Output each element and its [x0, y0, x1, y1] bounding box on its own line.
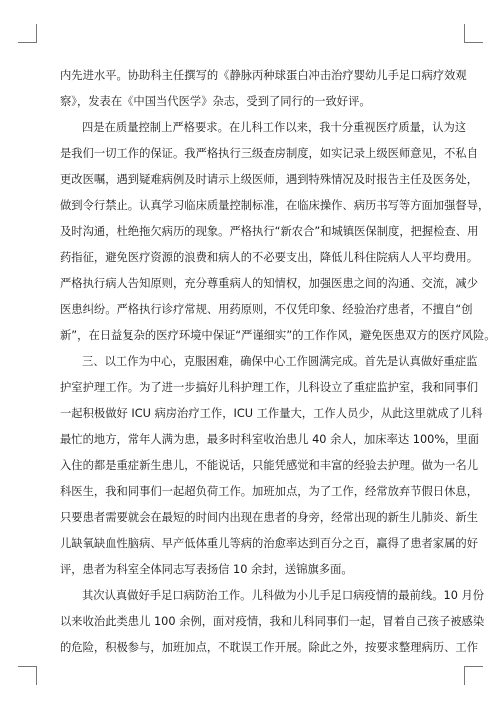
text-line: 四是在质量控制上严格要求。在儿科工作以来，我十分重视医疗质量，认为这 — [82, 121, 467, 134]
text-line: 是我们一切工作的保证。我严格执行三级查房制度，如实记录上级医师意见，不私自 — [60, 147, 478, 160]
text-line: 新”，在日益复杂的医疗环境中保证“严谨细实”的工作作风，避免医患双方的医疗风险。 — [60, 329, 496, 342]
crop-mark-top-left — [18, 24, 37, 43]
crop-mark-bottom-left — [18, 666, 37, 685]
text-line: 以来收治此类患儿 100 余例，面对疫情，我和儿科同事们一起，冒着自己孩子被感染 — [60, 615, 485, 628]
text-line: 察》，发表在《中国当代医学》杂志，受到了同行的一致好评。 — [60, 95, 371, 108]
text-line: 三、以工作为中心，克服困难，确保中心工作圆满完成。首先是认真做好重症监 — [82, 355, 478, 368]
text-line: 只要患者需要就会在最短的时间内出现在患者的身旁，经常出现的新生儿肺炎、新生 — [60, 511, 478, 524]
paragraph-1 — [60, 63, 467, 115]
text-line: 儿缺氧缺血性脑病、早产低体重儿等病的治愈率达到百分之百，赢得了患者家属的好 — [60, 537, 478, 550]
text-line: 一起积极做好 ICU 病房治疗工作，ICU 工作量大，工作人员少，从此这里就成了儿科 — [60, 407, 483, 420]
text-line: 更改医嘱，遇到疑难病例及时请示上级医师，遇到特殊情况及时报告主任及医务处， — [60, 173, 478, 186]
paragraph-2 — [60, 115, 496, 349]
paragraph-4 — [60, 583, 485, 661]
paragraph-3 — [60, 349, 483, 583]
text-line: 入住的都是重症新生患儿，不能说话，只能凭感觉和丰富的经验去护理。做为一名儿 — [60, 459, 478, 472]
text-line: 评，患者为科室全体同志写表扬信 10 余封，送锦旗多面。 — [60, 563, 353, 576]
crop-mark-bottom-right — [464, 666, 483, 685]
text-line: 的危险，积极参与，加班加点，不耽误工作开展。除此之外，按要求整理病历、工作 — [60, 641, 478, 654]
text-line: 护室护理工作。为了进一步搞好儿科护理工作，儿科设立了重症监护室，我和同事们 — [60, 381, 478, 394]
text-line: 内先进水平。协助科主任撰写的《静脉丙种球蛋白冲击治疗婴幼儿手足口病疗效观 — [60, 69, 467, 82]
document-body — [60, 63, 496, 661]
text-line: 最忙的地方，常年人满为患，最多时科室收治患儿 40 余人，加床率达 100%，里面 — [60, 433, 479, 446]
text-line: 科医生，我和同事们一起超负荷工作。加班加点，为了工作，经常放弃节假日休息， — [60, 485, 478, 498]
text-line: 药指征，避免医疗资源的浪费和病人的不必要支出，降低儿科住院病人人平均费用。 — [60, 251, 478, 264]
text-line: 严格执行病人告知原则，充分尊重病人的知情权，加强医患之间的沟通、交流，减少 — [60, 277, 478, 290]
crop-mark-top-right — [464, 24, 483, 43]
text-line: 其次认真做好手足口病防治工作。儿科做为小儿手足口病疫情的最前线。10 月份 — [82, 589, 485, 602]
text-line: 医患纠纷。严格执行诊疗常规、用药原则，不仅凭印象、经验治疗患者，不擅自“创 — [60, 303, 473, 316]
text-line: 做到令行禁止。认真学习临床质量控制标准，在临床操作、病历书写等方面加强督导， — [60, 199, 490, 212]
text-line: 及时沟通，杜绝拖欠病历的现象。严格执行“新农合”和城镇医保制度，把握检查、用 — [60, 225, 479, 238]
